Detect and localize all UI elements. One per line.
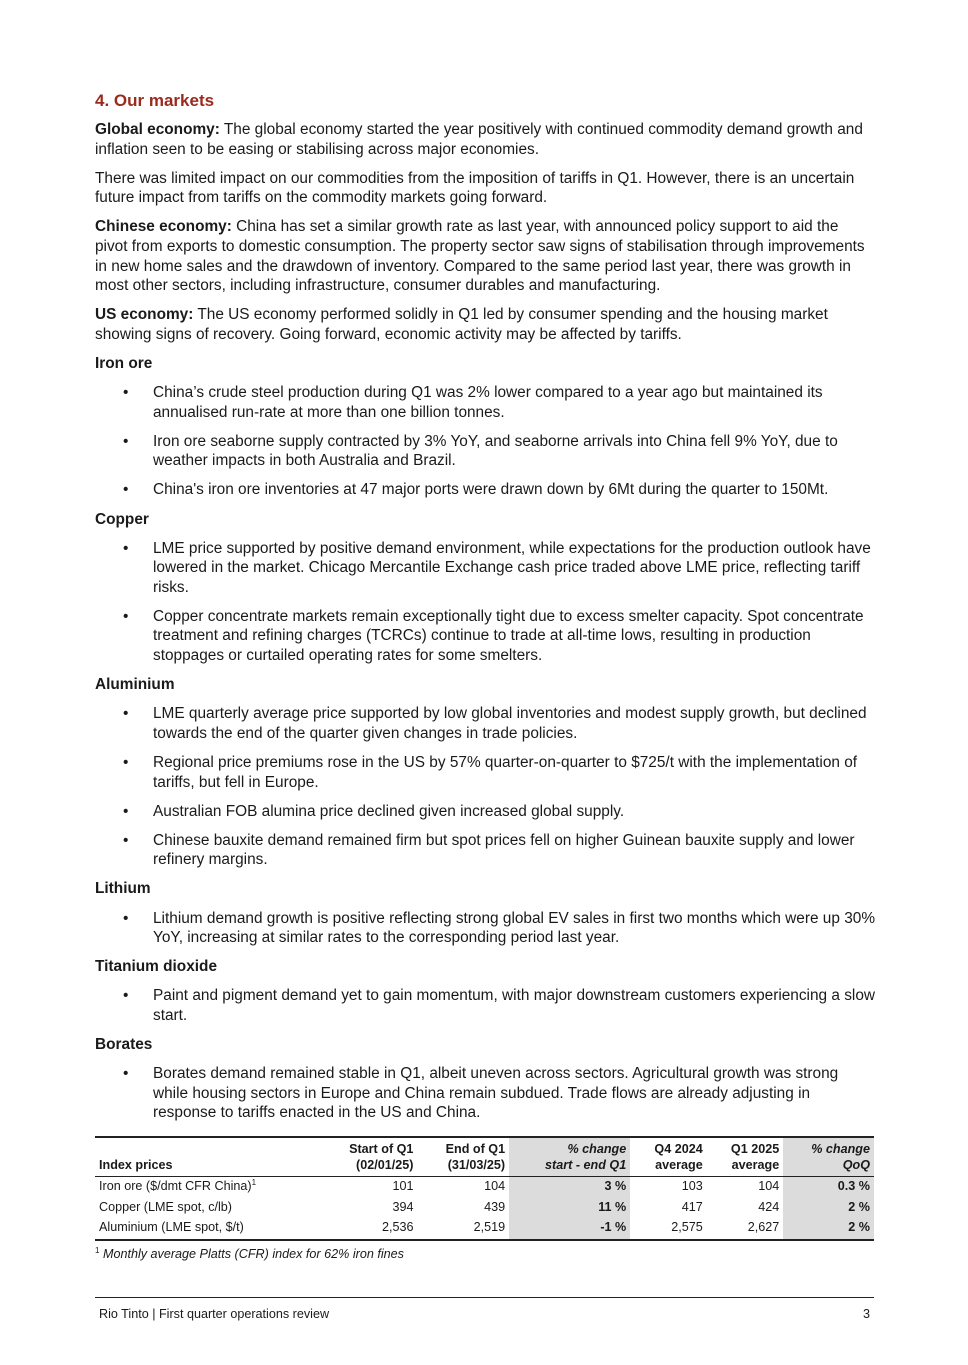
table-cell: 3 %	[509, 1177, 630, 1198]
header-line: QoQ	[842, 1157, 870, 1172]
bullet-icon: •	[123, 831, 129, 849]
row-label	[95, 1198, 319, 1219]
table-cell: 0.3 %	[783, 1177, 874, 1198]
footnote-mark: 1	[95, 1246, 100, 1255]
table-cell: 11 %	[509, 1198, 630, 1219]
header-line: % change	[567, 1142, 627, 1156]
bullet-text: Australian FOB alumina price declined given increased global supply.	[153, 802, 625, 820]
list-item	[95, 539, 875, 598]
bullet-icon: •	[123, 539, 129, 557]
bullet-text: China’s crude steel production during Q1 was 2% lower compared to a year ago but maintained its annualised run-rate at more than one billion tonnes.	[153, 384, 823, 421]
list-item	[95, 432, 875, 471]
column-header	[783, 1137, 874, 1177]
bullet-text: Regional price premiums rose in the US by 57% quarter-on-quarter to $725/t with the implementation of tariffs, but fell in Europe.	[153, 753, 858, 791]
header-line: (31/03/25)	[447, 1157, 506, 1172]
subheading: Titanium dioxide	[95, 958, 217, 976]
bullet-icon: •	[123, 802, 129, 820]
header-line: % change	[811, 1142, 870, 1156]
page-number: 3	[862, 1307, 870, 1321]
column-header	[319, 1137, 417, 1177]
header-line: average	[655, 1157, 703, 1172]
bullet-icon: •	[123, 384, 129, 402]
table-cell: -1 %	[509, 1218, 630, 1240]
bullet-text: Borates demand remained stable in Q1, albeit uneven across sectors. Agricultural growth was strong while housing sectors in Europe and China remain subdued. Trade flows are already adjusting in response to tariffs enacted in the US and China.	[153, 1065, 839, 1122]
header-line: start - end Q1	[545, 1157, 627, 1172]
table-cell: 104	[758, 1179, 780, 1193]
list-item	[95, 1064, 875, 1123]
subheading: Iron ore	[95, 354, 153, 372]
table-cell: 2,536	[381, 1220, 414, 1234]
bullet-text: Iron ore seaborne supply contracted by 3% YoY, and seaborne arrivals into China fell 9% YoY, due to weather impacts in both Australia and Brazil.	[153, 432, 838, 470]
footnote-ref: 1	[251, 1178, 257, 1187]
bullet-list	[95, 1064, 875, 1123]
footnote-text: Monthly average Platts (CFR) index for 62% iron fines	[99, 1247, 404, 1261]
bullet-list	[95, 383, 875, 500]
table-cell: 2,627	[747, 1220, 780, 1234]
text: China has set a similar growth rate as last year, with announced policy support to aid the pivot from exports to domestic consumption. The property sector saw signs of stabilisation through improvements in new home sales and the drawdown of inventory. Compared to the same period last year, there was growth in most other sectors, including infrastructure, consumer durables and manufacturing.	[95, 218, 865, 295]
bullet-text: Lithium demand growth is positive reflecting strong global EV sales in first two months which were up 30% YoY, increasing at similar rates to the corresponding period last year.	[153, 909, 875, 947]
subheading: Aluminium	[95, 676, 175, 694]
table-row	[95, 1218, 874, 1240]
label-text: Copper (LME spot, c/lb)	[99, 1199, 232, 1214]
bullet-icon: •	[123, 1065, 129, 1083]
bullet-icon: •	[123, 987, 129, 1005]
header-line: End of Q1	[445, 1142, 506, 1156]
list-item	[95, 383, 875, 422]
bullet-list	[95, 986, 875, 1025]
header-line: (02/01/25)	[356, 1157, 414, 1172]
index-prices-table	[95, 1136, 874, 1241]
list-item	[95, 831, 875, 870]
bullet-text: Paint and pigment demand yet to gain momentum, with major downstream customers experiencing a slow start.	[153, 987, 875, 1024]
table-cell: 2 %	[783, 1198, 874, 1219]
list-item	[95, 753, 875, 792]
header-line: average	[731, 1157, 780, 1172]
bullet-text: LME price supported by positive demand environment, while expectations for the production outlook have lowered in the market. Chicago Mercantile Exchange cash price traded above LME price, reflecting tariff risks.	[153, 539, 871, 596]
table-row	[95, 1177, 874, 1198]
table-cell: 2,575	[671, 1220, 703, 1234]
column-header	[630, 1137, 707, 1177]
table-cell: 439	[484, 1199, 506, 1214]
us-economy-paragraph	[95, 305, 875, 344]
header-line: Q1 2025	[730, 1142, 780, 1156]
row-label	[95, 1218, 319, 1240]
label-text: Aluminium (LME spot, $/t)	[99, 1220, 244, 1234]
column-header	[509, 1137, 630, 1177]
list-item	[95, 802, 875, 822]
table-cell: 103	[681, 1179, 703, 1193]
subheading: Borates	[95, 1035, 153, 1053]
commodity-sections	[95, 354, 875, 1123]
bullet-icon: •	[123, 607, 129, 625]
bullet-icon: •	[123, 481, 129, 499]
list-item	[95, 704, 875, 743]
bullet-text: China's iron ore inventories at 47 major ports were drawn down by 6Mt during the quarter to 150Mt.	[153, 481, 829, 499]
table-cell: 101	[392, 1179, 414, 1193]
bullet-text: Chinese bauxite demand remained firm but spot prices fell on higher Guinean bauxite supply and lower refinery margins.	[153, 831, 855, 869]
table-cell: 394	[392, 1199, 414, 1214]
column-header	[95, 1137, 319, 1177]
table-cell: 2 %	[783, 1218, 874, 1240]
subheading: Lithium	[95, 880, 151, 898]
list-item	[95, 480, 875, 500]
bullet-list	[95, 539, 875, 666]
column-header	[707, 1137, 784, 1177]
label: US economy:	[95, 306, 194, 324]
label-text: Iron ore ($/dmt CFR China)	[99, 1179, 252, 1193]
section-heading: 4. Our markets	[95, 91, 215, 110]
page-footer	[95, 1297, 874, 1321]
bullet-icon: •	[123, 753, 129, 771]
chinese-economy-paragraph	[95, 217, 875, 295]
bullet-text: Copper concentrate markets remain exceptionally tight due to excess smelter capacity. Spot concentrate treatment and refining charges (TCRCs) continue to trade at all-time lows, resulting in production stoppages or curtailed operating rates for some smelters.	[153, 607, 864, 665]
bullet-icon: •	[123, 432, 129, 450]
footer-title: Rio Tinto | First quarter operations review	[99, 1307, 330, 1321]
table-cell: 424	[758, 1199, 780, 1214]
header-line: Start of Q1	[349, 1142, 414, 1156]
column-header	[417, 1137, 509, 1177]
bullet-list	[95, 704, 875, 870]
table-header-row	[95, 1137, 874, 1177]
table-row	[95, 1198, 874, 1219]
text: The US economy performed solidly in Q1 led by consumer spending and the housing market showing signs of recovery. Going forward, economic activity may be affected by tariffs.	[95, 306, 828, 343]
bullet-text: LME quarterly average price supported by low global inventories and modest supply growth, but declined towards the end of the quarter given changes in trade policies.	[153, 705, 867, 742]
subheading: Copper	[95, 510, 149, 528]
list-item	[95, 607, 875, 666]
row-label	[95, 1177, 319, 1198]
bullet-icon: •	[123, 705, 129, 723]
text: The global economy started the year positively with continued commodity demand growth and inflation seen to be easing or stabilising across major economies.	[95, 121, 863, 158]
bullet-icon: •	[123, 909, 129, 927]
list-item	[95, 986, 875, 1025]
document-body	[95, 90, 875, 1132]
label: Global economy:	[95, 121, 220, 138]
global-economy-paragraph	[95, 120, 875, 159]
bullet-list	[95, 909, 875, 948]
header-line: Index prices	[99, 1157, 173, 1172]
table-cell: 417	[681, 1199, 703, 1214]
footnote	[95, 1247, 404, 1261]
label: Chinese economy:	[95, 218, 232, 236]
table-cell: 2,519	[473, 1220, 506, 1234]
table-cell: 104	[484, 1179, 506, 1193]
list-item	[95, 909, 875, 948]
header-line: Q4 2024	[654, 1142, 703, 1156]
tariffs-paragraph: There was limited impact on our commodities from the imposition of tariffs in Q1. However, there is an uncertain future impact from tariffs on the commodity markets going forward.	[95, 169, 855, 207]
